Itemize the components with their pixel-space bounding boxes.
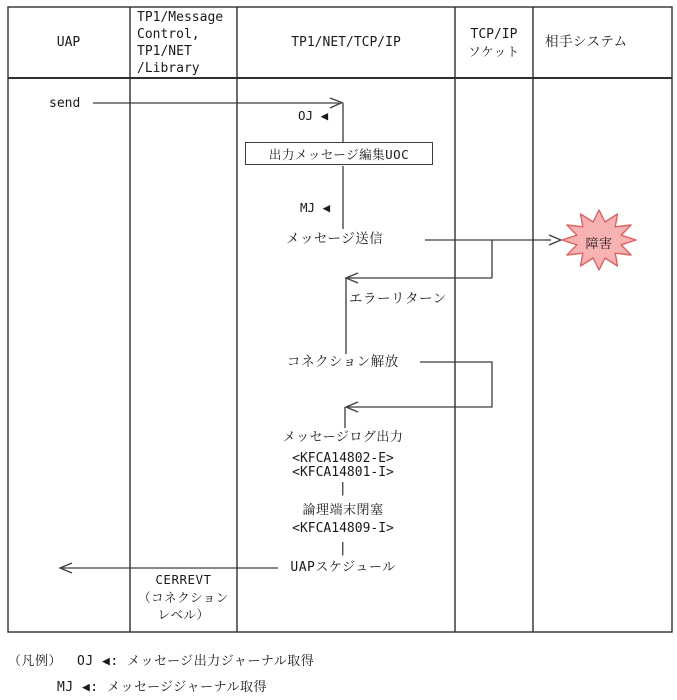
header-cell-tp1-message-control [137, 8, 236, 77]
header-label-line: TP1/NET [137, 43, 192, 59]
header-label-line: ソケット [468, 43, 520, 59]
header-cell-partner-system [545, 8, 672, 77]
cerrevt-line: レベル） [157, 607, 210, 622]
connector-bar-2: | [338, 541, 348, 556]
connection-release-label: コネクション解放 [287, 354, 399, 370]
table-grid [8, 7, 672, 632]
message-log-code-2: <KFCA14801-I> [292, 465, 394, 480]
legend-item-oj: OJ ◀: メッセージ出力ジャーナル取得 [77, 654, 315, 669]
header-cell-tp1-net-tcpip [237, 8, 455, 77]
send-label: send [49, 96, 81, 111]
cerrevt-note [131, 571, 236, 624]
header-label-partner-system: 相手システム [545, 34, 628, 50]
header-label-line: TCP/IP [470, 26, 518, 42]
header-label-line: /Library [137, 60, 200, 76]
table-frame [8, 7, 672, 632]
legend-item-mj: MJ ◀: メッセージジャーナル取得 [57, 680, 267, 695]
message-send-label: メッセージ送信 [286, 231, 384, 247]
header-cell-tcpip-socket [455, 8, 533, 77]
legend-row-2 [57, 676, 267, 695]
header-label-line: TP1/Message [137, 9, 224, 25]
connector-bar-1: | [338, 481, 348, 496]
terminal-block-code: <KFCA14809-I> [292, 521, 394, 536]
fault-label: 障害 [585, 237, 613, 252]
cerrevt-line: CERREVT [155, 572, 212, 587]
flow-lines [60, 98, 561, 573]
error-return-label: エラーリターン [349, 291, 447, 307]
header-label-uap: UAP [56, 35, 81, 50]
message-log-code-1: <KFCA14802-E> [292, 451, 394, 466]
header-label-line: Control, [137, 26, 200, 42]
oj-journal-label: OJ ◀ [298, 108, 329, 123]
legend-label: （凡例） [8, 654, 63, 669]
uap-schedule-label: UAPスケジュール [290, 560, 396, 575]
header-cell-uap [8, 8, 129, 77]
uoc-box-label: 出力メッセージ編集UOC [268, 146, 410, 162]
message-log-title: メッセージログ出力 [282, 430, 404, 445]
mj-journal-label: MJ ◀ [300, 200, 331, 215]
terminal-block-title: 論理端末閉塞 [302, 503, 384, 518]
header-label-tp1-net-tcpip: TP1/NET/TCP/IP [291, 35, 401, 50]
cerrevt-line: （コネクション [138, 589, 229, 605]
uoc-box [245, 142, 433, 165]
legend-row-1 [8, 650, 314, 669]
